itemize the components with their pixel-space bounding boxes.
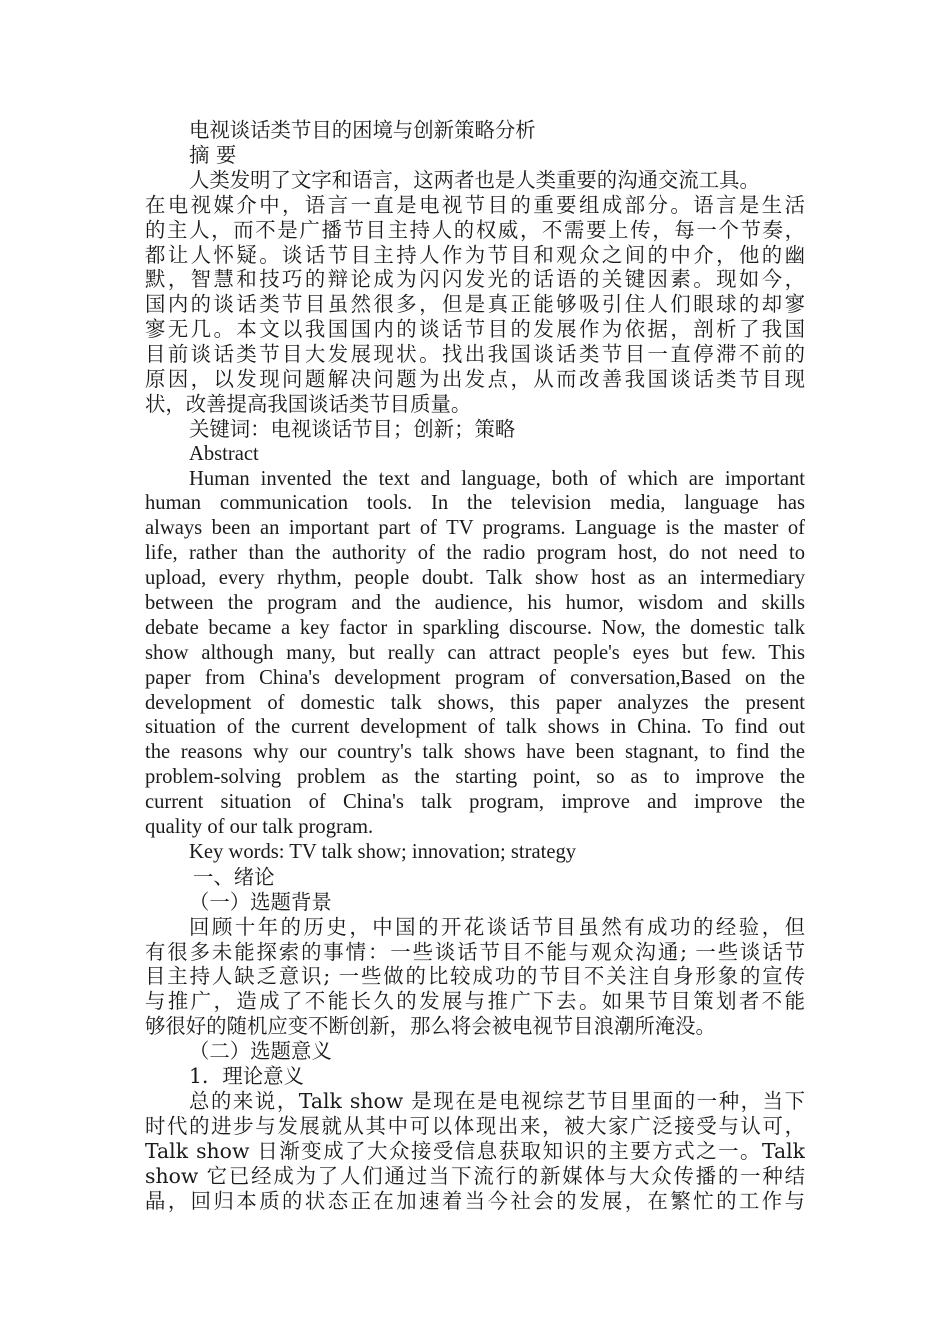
abstract-cn-body: [145, 168, 805, 417]
paragraph-line: 回顾十年的历史，中国的开花谈话节目虽然有成功的经验，但: [189, 914, 805, 939]
paragraph-line: show although many, but really can attract people's eyes but few. This: [145, 641, 805, 664]
abstract-en-body: [145, 467, 805, 840]
paragraph-line: 晶，回归本质的状态正在加速着当今社会的发展，在繁忙的工作与: [145, 1188, 805, 1213]
paragraph-line: 目主持人缺乏意识; 一些做的比较成功的节目不关注自身形象的宣传: [145, 964, 805, 989]
paragraph-line: 国内的谈话类节目虽然很多，但是真正能够吸引住人们眼球的却寥: [145, 292, 805, 317]
paragraph-line: 原因，以发现问题解决问题为出发点，从而改善我国谈话类节目现: [145, 366, 805, 391]
paragraph-line: paper from China's development program of conversation,Based on the: [145, 666, 805, 689]
paragraph-line: 总的来说，Talk show 是现在是电视综艺节目里面的一种，当下: [189, 1088, 805, 1113]
paragraph-line: 有很多未能探索的事情：一些谈话节目不能与观众沟通; 一些谈话节: [145, 939, 805, 964]
subsection-heading: （二）选题意义: [189, 1039, 332, 1064]
subsubsection-heading: 1．理论意义: [189, 1064, 304, 1089]
document-title: 电视谈话类节目的困境与创新策略分析: [189, 118, 536, 142]
paragraph-line: life, rather than the authority of the radio program host, do not need to: [145, 542, 805, 565]
keywords-cn: 关键词：电视谈话节目；创新；策略: [189, 416, 516, 441]
paragraph-line: the reasons why our country's talk shows have been stagnant, to find the: [145, 741, 805, 764]
keywords-en: Key words: TV talk show; innovation; strategy: [189, 840, 577, 863]
paragraph-line: debate became a key factor in sparkling discourse. Now, the domestic talk: [145, 616, 805, 639]
paragraph-line: Talk show 日渐变成了大众接受信息获取知识的主要方式之一。Talk: [145, 1138, 805, 1163]
paragraph-line: 与推广，造成了不能长久的发展与推广下去。如果节目策划者不能: [145, 989, 805, 1014]
section-heading: 一、绪论: [193, 864, 275, 889]
theory-body: [145, 1089, 805, 1213]
paragraph-line: 人类发明了文字和语言，这两者也是人类重要的沟通交流工具。: [189, 167, 760, 192]
paragraph-line: 目前谈话类节目大发展现状。找出我国谈话类节目一直停滞不前的: [145, 342, 805, 367]
abstract-en-heading: Abstract: [189, 442, 259, 465]
paragraph-line: 状，改善提高我国谈话类节目质量。: [145, 391, 472, 416]
paragraph-line: 够很好的随机应变不断创新，那么将会被电视节目浪潮所淹没。: [145, 1014, 716, 1039]
paragraph-line: 在电视媒介中，语言一直是电视节目的重要组成部分。语言是生活: [145, 192, 805, 217]
background-body: [145, 915, 805, 1039]
subsection-heading: （一）选题背景: [189, 889, 332, 914]
paragraph-line: problem-solving problem as the starting point, so as to improve the: [145, 766, 805, 789]
paragraph-line: 默，智慧和技巧的辩论成为闪闪发光的话语的关键因素。现如今，: [145, 267, 805, 292]
paragraph-line: human communication tools. In the television media, language has: [145, 492, 805, 515]
paragraph-line: development of domestic talk shows, this paper analyzes the present: [145, 691, 805, 714]
paragraph-line: show 它已经成为了人们通过当下流行的新媒体与大众传播的一种结: [145, 1163, 805, 1188]
paragraph-line: Human invented the text and language, both of which are important: [189, 467, 805, 490]
paragraph-line: always been an important part of TV programs. Language is the master of: [145, 517, 805, 540]
paragraph-line: 的主人，而不是广播节目主持人的权威，不需要上传，每一个节奏，: [145, 217, 805, 242]
paragraph-line: 寥无几。本文以我国国内的谈话节目的发展作为依据，剖析了我国: [145, 317, 805, 342]
document-page: [145, 118, 805, 1213]
paragraph-line: between the program and the audience, his humor, wisdom and skills: [145, 592, 805, 615]
paragraph-line: 时代的进步与发展就从其中可以体现出来，被大家广泛接受与认可，: [145, 1113, 805, 1138]
paragraph-line: situation of the current development of talk shows in China. To find out: [145, 716, 805, 739]
abstract-cn-heading: 摘 要: [189, 142, 237, 167]
paragraph-line: quality of our talk program.: [145, 816, 374, 839]
paragraph-line: upload, every rhythm, people doubt. Talk show host as an intermediary: [145, 567, 805, 590]
paragraph-line: 都让人怀疑。谈话节目主持人作为节目和观众之间的中介，他的幽: [145, 242, 805, 267]
paragraph-line: current situation of China's talk program, improve and improve the: [145, 791, 805, 814]
